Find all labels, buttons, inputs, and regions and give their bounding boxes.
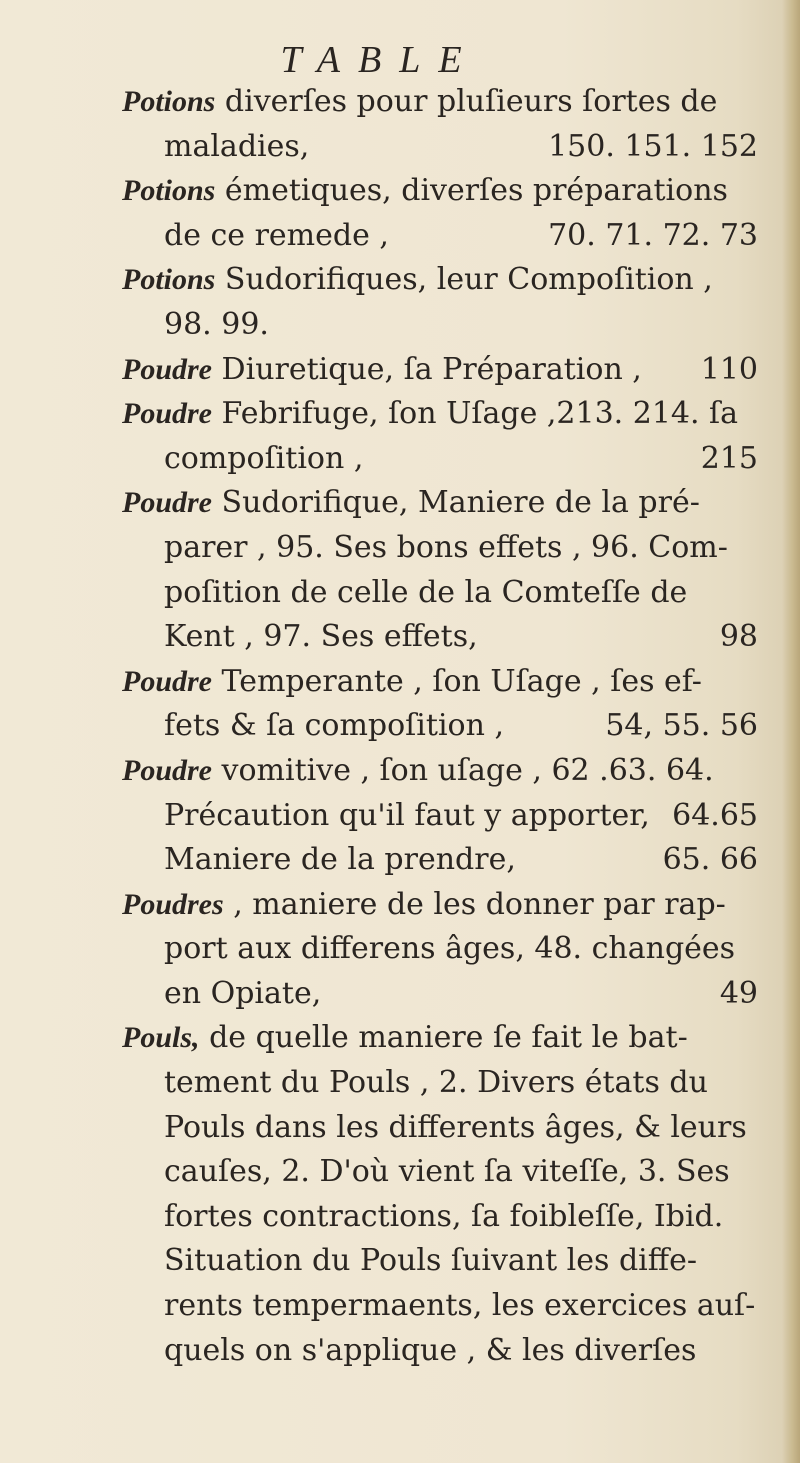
index-entry-continuation xyxy=(122,1106,762,1151)
index-entry-continuation xyxy=(122,1284,762,1329)
index-entry-continuation xyxy=(122,838,762,883)
running-header: TABLE xyxy=(280,39,480,81)
index-entry-line xyxy=(122,348,762,393)
index-entry-continuation xyxy=(122,1329,762,1374)
entry-keyword: Poudre xyxy=(122,486,212,520)
entry-keyword: Poudre xyxy=(122,397,212,431)
index-entry-continuation xyxy=(122,303,762,348)
index-entry-continuation xyxy=(122,571,762,616)
entry-text: émetiques, diverſes préparations xyxy=(224,173,728,209)
index-entry-continuation xyxy=(122,437,762,482)
entry-text: Situation du Pouls ſuivant les diffe- xyxy=(164,1243,697,1279)
index-entry-continuation xyxy=(122,794,762,839)
entry-keyword: Poudre xyxy=(122,753,212,787)
index-entry-continuation xyxy=(122,1061,762,1106)
entry-text: Diuretique, ſa Préparation , xyxy=(221,351,642,387)
entry-text: quels on s'applique , & les diverſes xyxy=(164,1332,697,1368)
index-entry-continuation xyxy=(122,704,762,749)
entry-keyword: Pouls, xyxy=(122,1021,200,1055)
entry-text: Sudorifique, Maniere de la pré- xyxy=(221,485,700,521)
page-edge-shadow xyxy=(782,0,800,1463)
index-entry-line xyxy=(122,749,762,794)
index-entry-line xyxy=(122,660,762,705)
page-reference: 98 xyxy=(719,619,758,655)
entry-text: 98. 99. xyxy=(164,306,269,342)
index-entry-continuation xyxy=(122,1195,762,1240)
page-reference: 215 xyxy=(700,440,758,476)
index-entry-continuation xyxy=(122,125,762,170)
index-entry-line xyxy=(122,80,762,125)
entry-text: poſition de celle de la Comteſſe de xyxy=(164,574,688,610)
entry-text: Maniere de la prendre, xyxy=(164,842,516,878)
entry-text: rents tempermaents, les exercices auſ- xyxy=(164,1288,756,1324)
entry-text: fortes contractions, ſa foibleſſe, Ibid. xyxy=(164,1198,724,1234)
entry-text: diverſes pour pluſieurs ſortes de xyxy=(224,84,718,119)
index-entry-continuation xyxy=(122,615,762,660)
entry-text: Febrifuge, ſon Uſage ,213. 214. ſa xyxy=(221,396,739,432)
page-reference: 70. 71. 72. 73 xyxy=(548,217,758,253)
index-entry-continuation xyxy=(122,1150,762,1195)
index-entries xyxy=(122,80,762,1373)
entry-text: Sudorifiques, leur Compoſition , xyxy=(224,262,713,298)
index-entry-line xyxy=(122,392,762,437)
index-entry-line xyxy=(122,169,762,214)
entry-text: de quelle maniere ſe fait le bat- xyxy=(209,1020,688,1056)
index-entry-line xyxy=(122,1016,762,1061)
page-reference: 54, 55. 56 xyxy=(605,708,758,744)
entry-keyword: Poudre xyxy=(122,352,212,386)
index-entry-line xyxy=(122,481,762,526)
entry-text: en Opiate, xyxy=(164,975,322,1011)
entry-keyword: Poudres xyxy=(122,887,224,921)
index-entry-continuation xyxy=(122,1239,762,1284)
entry-text: Précaution qu'il faut y apporter, xyxy=(164,797,650,833)
entry-text: , maniere de les donner par rap- xyxy=(233,886,726,922)
entry-text: compoſition , xyxy=(164,440,364,476)
page-reference: 49 xyxy=(719,975,758,1011)
entry-keyword: Potions xyxy=(122,174,216,208)
entry-keyword: Poudre xyxy=(122,664,212,698)
entry-keyword: Potions xyxy=(122,85,216,118)
index-entry-continuation xyxy=(122,972,762,1017)
page-reference: 150. 151. 152 xyxy=(548,128,758,164)
page-reference: 64.65 xyxy=(672,797,758,833)
entry-keyword: Potions xyxy=(122,263,216,297)
index-entry-continuation xyxy=(122,927,762,972)
entry-text: fets & ſa compoſition , xyxy=(164,708,504,744)
entry-text: maladies, xyxy=(164,128,310,164)
index-entry-continuation xyxy=(122,526,762,571)
index-entry-continuation xyxy=(122,214,762,259)
entry-text: tement du Pouls , 2. Divers états du xyxy=(164,1065,708,1101)
entry-text: Temperante , ſon Uſage , ſes ef- xyxy=(221,663,702,699)
entry-text: Pouls dans les differents âges, & leurs xyxy=(164,1109,747,1145)
entry-text: parer , 95. Ses bons effets , 96. Com- xyxy=(164,529,728,565)
entry-text: de ce remede , xyxy=(164,217,389,253)
entry-text: Kent , 97. Ses effets, xyxy=(164,619,478,655)
index-entry-line xyxy=(122,258,762,303)
page-reference: 110 xyxy=(700,351,758,387)
entry-text: cauſes, 2. D'où vient ſa viteſſe, 3. Ses xyxy=(164,1154,730,1190)
page-reference: 65. 66 xyxy=(662,842,758,878)
entry-text: port aux differens âges, 48. changées xyxy=(164,931,736,967)
entry-text: vomitive , ſon uſage , 62 .63. 64. xyxy=(221,752,714,788)
index-entry-line xyxy=(122,883,762,928)
